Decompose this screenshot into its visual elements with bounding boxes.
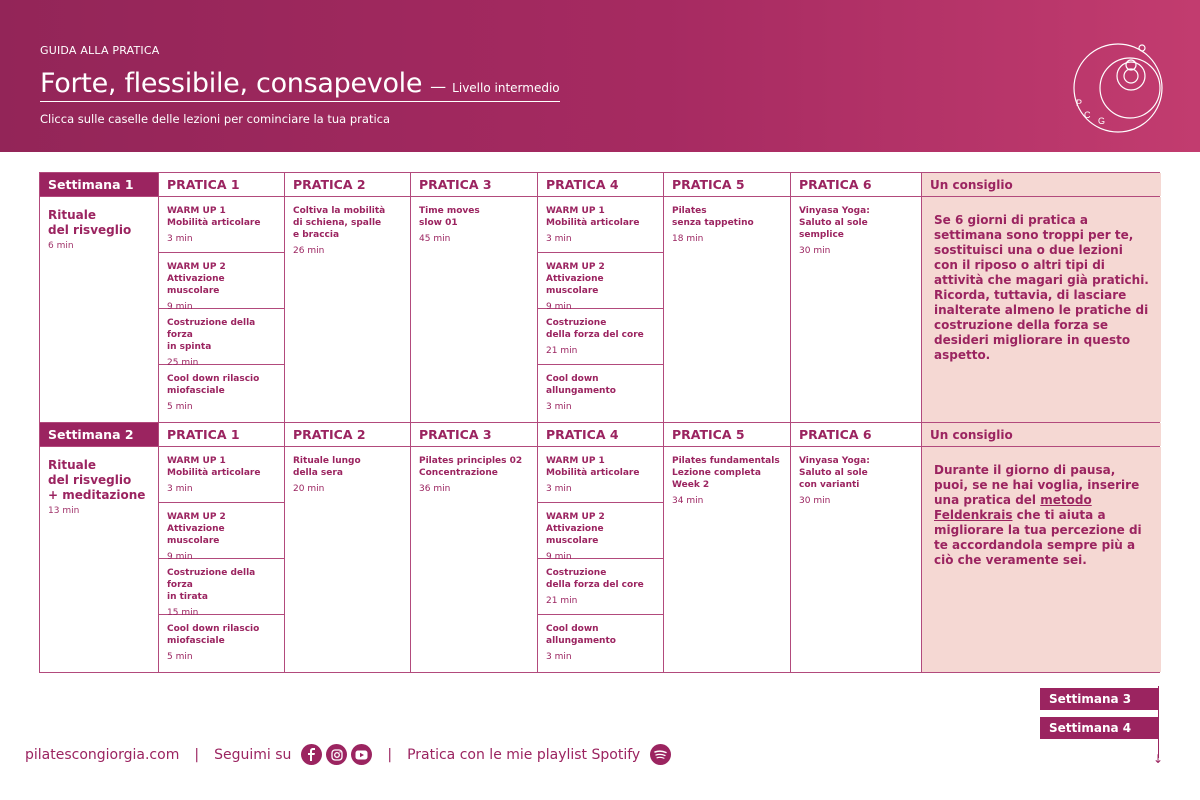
lesson-duration: 34 min <box>672 496 704 506</box>
tip-text-part: Durante il giorno di pausa, puoi, se ne hai voglia, inserire una pratica del <box>934 463 1140 507</box>
pratica-header: PRATICA 2 <box>285 423 411 446</box>
lesson-title: Coltiva la mobilità di schiena, spalle e braccia <box>293 206 386 240</box>
tip-header: Un consiglio <box>922 173 1161 196</box>
lesson-title: WARM UP 1 Mobilità articolare <box>167 206 261 228</box>
week-4-button[interactable]: Settimana 4 <box>1040 717 1158 739</box>
level-label: Livello intermedio <box>452 81 560 95</box>
lesson-cell[interactable] <box>159 365 284 421</box>
pratica-header: PRATICA 5 <box>664 423 791 446</box>
lesson-title: WARM UP 1 Mobilità articolare <box>546 456 640 478</box>
feldenkrais-link[interactable]: metodo Feldenkrais <box>934 493 1092 522</box>
pratica-5-column <box>664 197 791 422</box>
lesson-title: Pilates senza tappetino <box>672 206 754 228</box>
follow-label: Seguimi su <box>214 746 292 763</box>
lesson-title: Time moves slow 01 <box>419 206 480 228</box>
lesson-title: WARM UP 2 Attivazione muscolare <box>167 512 226 546</box>
lesson-cell[interactable] <box>285 197 410 261</box>
arrow-down-icon: ↓ <box>1153 752 1164 766</box>
page-title: Forte, flessibile, consapevole <box>40 68 423 99</box>
pratica-1-column <box>159 197 285 422</box>
youtube-icon[interactable] <box>351 744 372 765</box>
pratica-4-column <box>538 197 664 422</box>
tip-header: Un consiglio <box>922 423 1161 446</box>
pratica-header: PRATICA 4 <box>538 173 664 196</box>
lesson-duration: 25 min <box>167 358 199 368</box>
lesson-duration: 9 min <box>546 552 572 562</box>
lesson-title: Vinyasa Yoga: Saluto al sole semplice <box>799 206 870 240</box>
week-1-block <box>39 172 1160 423</box>
lesson-duration: 3 min <box>546 402 572 412</box>
footer-separator: | <box>387 746 393 763</box>
lesson-duration: 3 min <box>167 234 193 244</box>
lesson-duration: 5 min <box>167 402 193 412</box>
lesson-cell[interactable] <box>159 559 284 618</box>
logo-letter-p: P <box>1076 98 1083 108</box>
lesson-duration: 9 min <box>167 302 193 312</box>
footer-separator: | <box>194 746 200 763</box>
pratica-1-column <box>159 447 285 672</box>
week-1-body-row <box>40 197 1159 422</box>
lesson-cell[interactable] <box>159 309 284 368</box>
lesson-title: WARM UP 2 Attivazione muscolare <box>546 512 605 546</box>
lesson-title: Costruzione della forza del core <box>546 568 644 590</box>
lesson-duration: 20 min <box>293 484 325 494</box>
tip-text: Se 6 giorni di pratica a settimana sono troppi per te, sostituisci una o due lezioni con il riposo o altri tipi di attività che magari già pratichi. Ricorda, tuttavia, di lasciare inalterate almeno le pratiche di costruzione della forza se desideri migliorare in questo aspetto. <box>934 213 1149 362</box>
lesson-cell[interactable] <box>538 253 663 312</box>
lesson-title: Costruzione della forza in tirata <box>167 568 256 602</box>
pratica-6-column <box>791 197 922 422</box>
lesson-cell[interactable] <box>538 447 663 503</box>
lesson-title: Cool down allungamento <box>546 624 616 646</box>
lesson-duration: 9 min <box>167 552 193 562</box>
week-2-body-row <box>40 447 1159 672</box>
lesson-title: WARM UP 1 Mobilità articolare <box>167 456 261 478</box>
lesson-duration: 5 min <box>167 652 193 662</box>
ritual-cell[interactable] <box>40 197 159 422</box>
lesson-cell[interactable] <box>411 197 537 249</box>
lesson-cell[interactable] <box>159 447 284 503</box>
lesson-cell[interactable] <box>664 197 790 249</box>
title-dash: — <box>430 77 447 96</box>
facebook-icon[interactable] <box>301 744 322 765</box>
lesson-cell[interactable] <box>791 447 921 511</box>
lesson-cell[interactable] <box>538 197 663 253</box>
spotify-icon[interactable] <box>650 744 671 765</box>
lesson-cell[interactable] <box>159 253 284 312</box>
lesson-cell[interactable] <box>538 615 663 671</box>
pratica-header: PRATICA 4 <box>538 423 664 446</box>
pratica-3-column <box>411 197 538 422</box>
practice-schedule <box>39 172 1160 673</box>
eyebrow-label: GUIDA ALLA PRATICA <box>40 44 160 57</box>
pratica-5-column <box>664 447 791 672</box>
ritual-duration: 13 min <box>48 506 80 516</box>
tip-text-part: che ti aiuta a migliorare la tua percezione di te accordandola sempre più a ciò che veramente sei. <box>934 508 1142 567</box>
pcg-logo <box>1068 40 1164 136</box>
lesson-duration: 36 min <box>419 484 451 494</box>
tip-cell <box>922 197 1161 422</box>
lesson-duration: 21 min <box>546 346 578 356</box>
lesson-cell[interactable] <box>159 503 284 562</box>
title-row <box>40 68 560 102</box>
lesson-duration: 3 min <box>546 234 572 244</box>
lesson-title: Pilates principles 02 Concentrazione <box>419 456 523 478</box>
week-3-button[interactable]: Settimana 3 <box>1040 688 1158 710</box>
pratica-header: PRATICA 6 <box>791 423 922 446</box>
lesson-duration: 30 min <box>799 496 831 506</box>
pratica-header: PRATICA 1 <box>159 173 285 196</box>
lesson-cell[interactable] <box>159 197 284 253</box>
lesson-cell[interactable] <box>159 615 284 671</box>
pratica-header: PRATICA 5 <box>664 173 791 196</box>
lesson-title: WARM UP 2 Attivazione muscolare <box>167 262 226 296</box>
lesson-cell[interactable] <box>285 447 410 499</box>
lesson-title: Cool down rilascio miofasciale <box>167 374 260 396</box>
week-2-label: Settimana 2 <box>40 423 159 446</box>
lesson-title: Pilates fundamentals Lezione completa Week 2 <box>672 456 780 490</box>
pratica-2-column <box>285 447 411 672</box>
tip-text <box>934 463 1149 568</box>
ritual-duration: 6 min <box>48 241 74 251</box>
lesson-cell[interactable] <box>411 447 537 499</box>
social-links <box>301 744 372 765</box>
pratica-2-column <box>285 197 411 422</box>
website-link[interactable]: pilatescongiorgia.com <box>25 746 180 763</box>
lesson-cell[interactable] <box>538 503 663 562</box>
page-subtitle: Clicca sulle caselle delle lezioni per cominciare la tua pratica <box>40 112 391 126</box>
lesson-cell[interactable] <box>791 197 921 261</box>
ritual-cell[interactable] <box>40 447 159 672</box>
week-1-header-row <box>40 173 1159 197</box>
lesson-title: Cool down allungamento <box>546 374 616 396</box>
pratica-4-column <box>538 447 664 672</box>
lesson-title: Costruzione della forza del core <box>546 318 644 340</box>
lesson-cell[interactable] <box>538 365 663 421</box>
pratica-6-column <box>791 447 922 672</box>
lesson-duration: 21 min <box>546 596 578 606</box>
instagram-icon[interactable] <box>326 744 347 765</box>
lesson-cell[interactable] <box>538 559 663 615</box>
lesson-duration: 9 min <box>546 302 572 312</box>
lesson-title: Vinyasa Yoga: Saluto al sole con varianti <box>799 456 870 490</box>
lesson-duration: 3 min <box>546 652 572 662</box>
ritual-title: Rituale del risveglio <box>48 208 132 237</box>
pratica-3-column <box>411 447 538 672</box>
lesson-duration: 15 min <box>167 608 199 618</box>
tip-cell <box>922 447 1161 672</box>
week-1-label: Settimana 1 <box>40 173 159 196</box>
lesson-duration: 18 min <box>672 234 704 244</box>
ritual-title: Rituale del risveglio + meditazione <box>48 458 146 502</box>
lesson-duration: 26 min <box>293 246 325 256</box>
scroll-line <box>1158 686 1159 758</box>
lesson-cell[interactable] <box>664 447 790 511</box>
lesson-title: Costruzione della forza in spinta <box>167 318 256 352</box>
lesson-duration: 45 min <box>419 234 451 244</box>
page-header <box>0 0 1200 152</box>
lesson-title: Rituale lungo della sera <box>293 456 361 478</box>
lesson-duration: 3 min <box>167 484 193 494</box>
week-2-block <box>39 423 1160 673</box>
lesson-cell[interactable] <box>538 309 663 365</box>
playlist-label[interactable]: Pratica con le mie playlist Spotify <box>407 746 641 763</box>
logo-letter-c: C <box>1084 110 1091 120</box>
pratica-header: PRATICA 2 <box>285 173 411 196</box>
lesson-title: WARM UP 2 Attivazione muscolare <box>546 262 605 296</box>
week-2-header-row <box>40 423 1159 447</box>
pratica-header: PRATICA 3 <box>411 173 538 196</box>
logo-letter-g: G <box>1098 116 1106 126</box>
pratica-header: PRATICA 3 <box>411 423 538 446</box>
footer <box>25 744 671 765</box>
lesson-duration: 30 min <box>799 246 831 256</box>
pratica-header: PRATICA 1 <box>159 423 285 446</box>
lesson-duration: 3 min <box>546 484 572 494</box>
lesson-title: WARM UP 1 Mobilità articolare <box>546 206 640 228</box>
lesson-title: Cool down rilascio miofasciale <box>167 624 260 646</box>
pratica-header: PRATICA 6 <box>791 173 922 196</box>
